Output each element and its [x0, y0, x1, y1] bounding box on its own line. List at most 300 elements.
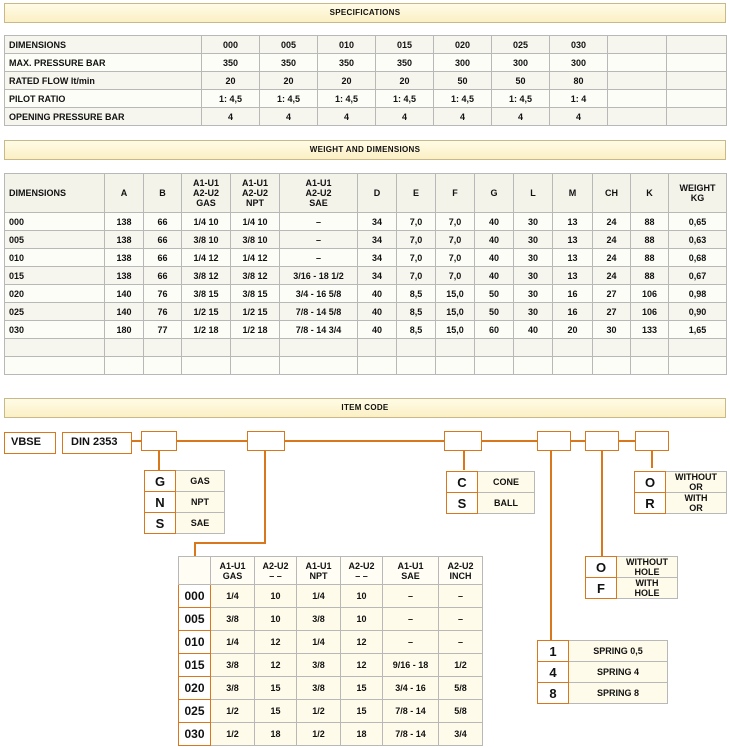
wd-cell: 40: [358, 303, 397, 321]
seal-options-table: [634, 471, 727, 514]
option-code: 1: [538, 641, 569, 662]
size-cell: 10: [255, 585, 297, 608]
wd-cell: 88: [631, 213, 669, 231]
size-cell: 9/16 - 18: [383, 654, 439, 677]
size-cell: 7/8 - 14: [383, 723, 439, 746]
wd-cell: [669, 357, 727, 375]
wd-cell: 13: [553, 249, 593, 267]
wd-cell: 27: [593, 303, 631, 321]
size-header-cell: [179, 557, 211, 585]
option-label: WITHOUT OR: [666, 472, 727, 493]
wd-cell: 7,0: [397, 249, 436, 267]
code-connector-seal: [651, 450, 653, 468]
wd-cell: 010: [5, 249, 105, 267]
spec-cell: 20: [376, 72, 434, 90]
size-cell: 3/8: [211, 677, 255, 700]
wd-cell: 3/16 - 18 1/2: [280, 267, 358, 285]
wd-cell: 7,0: [397, 213, 436, 231]
table-row: [5, 36, 727, 54]
wd-cell: 30: [514, 249, 553, 267]
wd-cell: 1/4 10: [231, 213, 280, 231]
wd-cell: 24: [593, 213, 631, 231]
spec-cell: [608, 72, 667, 90]
wd-cell: 24: [593, 231, 631, 249]
size-cell: 3/4 - 16: [383, 677, 439, 700]
wd-header-cell: E: [397, 174, 436, 213]
wd-cell: [144, 357, 182, 375]
wd-cell: 16: [553, 303, 593, 321]
wd-header-cell: B: [144, 174, 182, 213]
spec-cell: 1: 4,5: [492, 90, 550, 108]
code-connector-spring: [550, 450, 552, 640]
code-prefix-din: DIN 2353: [62, 432, 132, 454]
size-cell: 1/4: [297, 585, 341, 608]
wd-header-cell: A: [105, 174, 144, 213]
table-header-row: [179, 557, 483, 585]
wd-cell: 24: [593, 249, 631, 267]
code-slot-thread: [141, 431, 177, 451]
wd-cell: 40: [475, 249, 514, 267]
wd-cell: 133: [631, 321, 669, 339]
size-cell: 1/4: [211, 585, 255, 608]
spec-cell: 000: [202, 36, 260, 54]
wd-header-cell: WEIGHT KG: [669, 174, 727, 213]
wd-cell: 106: [631, 303, 669, 321]
option-label: SPRING 0,5: [569, 641, 668, 662]
size-cell: 3/8: [297, 608, 341, 631]
option-label: SAE: [176, 513, 225, 534]
list-item: [538, 641, 668, 662]
wd-cell: 34: [358, 249, 397, 267]
wd-cell: 3/8 10: [182, 231, 231, 249]
wd-cell: 8,5: [397, 321, 436, 339]
size-code: 000: [179, 585, 211, 608]
wd-cell: 138: [105, 249, 144, 267]
option-code: S: [145, 513, 176, 534]
wd-cell: 66: [144, 231, 182, 249]
wd-cell: 015: [5, 267, 105, 285]
spec-cell: 4: [202, 108, 260, 126]
wd-cell: [475, 357, 514, 375]
wd-cell: 40: [358, 321, 397, 339]
spec-cell: 005: [260, 36, 318, 54]
wd-cell: 30: [514, 231, 553, 249]
spec-cell: 025: [492, 36, 550, 54]
specifications-title: SPECIFICATIONS: [4, 3, 726, 23]
wd-cell: [182, 357, 231, 375]
spec-cell: [667, 72, 727, 90]
wd-cell: 50: [475, 285, 514, 303]
size-header-cell: A1-U1 NPT: [297, 557, 341, 585]
wd-cell: 3/8 10: [231, 231, 280, 249]
size-cell: –: [383, 585, 439, 608]
specifications-table: [4, 35, 727, 126]
wd-cell: [105, 339, 144, 357]
wd-cell: 88: [631, 267, 669, 285]
spec-cell: 020: [434, 36, 492, 54]
wd-cell: 0,98: [669, 285, 727, 303]
spec-row-label: RATED FLOW lt/min: [5, 72, 202, 90]
wd-cell: 0,65: [669, 213, 727, 231]
wd-cell: 7,0: [436, 231, 475, 249]
size-header-cell: A2-U2 INCH: [439, 557, 483, 585]
size-cell: –: [439, 585, 483, 608]
table-row: [5, 303, 727, 321]
list-item: [145, 513, 225, 534]
wd-cell: 8,5: [397, 285, 436, 303]
table-row: [5, 267, 727, 285]
wd-cell: 13: [553, 231, 593, 249]
spec-row-label: OPENING PRESSURE BAR: [5, 108, 202, 126]
valve-options-table: [446, 471, 535, 514]
code-connector-valve: [463, 450, 465, 470]
wd-cell: [631, 339, 669, 357]
wd-cell: 0,90: [669, 303, 727, 321]
spec-row-label: MAX. PRESSURE BAR: [5, 54, 202, 72]
spec-cell: 4: [318, 108, 376, 126]
size-cell: 3/8: [297, 654, 341, 677]
wd-cell: 020: [5, 285, 105, 303]
wd-cell: 20: [553, 321, 593, 339]
wd-cell: [231, 357, 280, 375]
wd-cell: 0,63: [669, 231, 727, 249]
wd-cell: 40: [514, 321, 553, 339]
option-label: CONE: [478, 472, 535, 493]
wd-cell: 13: [553, 267, 593, 285]
wd-cell: 030: [5, 321, 105, 339]
wd-cell: [436, 339, 475, 357]
wd-cell: [5, 339, 105, 357]
spec-cell: [667, 36, 727, 54]
wd-cell: 30: [514, 285, 553, 303]
size-cell: 5/8: [439, 677, 483, 700]
spec-cell: 030: [550, 36, 608, 54]
table-header-row: [5, 174, 727, 213]
wd-cell: [358, 339, 397, 357]
table-row: [5, 339, 727, 357]
spec-row-label: PILOT RATIO: [5, 90, 202, 108]
wd-cell: [397, 339, 436, 357]
table-row: [5, 357, 727, 375]
option-label: GAS: [176, 471, 225, 492]
list-item: [145, 492, 225, 513]
spec-cell: 350: [260, 54, 318, 72]
wd-cell: 7/8 - 14 3/4: [280, 321, 358, 339]
wd-cell: 30: [514, 213, 553, 231]
size-cell: –: [383, 631, 439, 654]
size-cell: 1/4: [297, 631, 341, 654]
wd-cell: [231, 339, 280, 357]
size-cell: 1/2: [211, 700, 255, 723]
wd-cell: [436, 357, 475, 375]
table-row: [5, 231, 727, 249]
wd-cell: 30: [514, 267, 553, 285]
wd-cell: 1/4 10: [182, 213, 231, 231]
option-code: 4: [538, 662, 569, 683]
wd-cell: 60: [475, 321, 514, 339]
wd-cell: [397, 357, 436, 375]
size-cell: 15: [341, 700, 383, 723]
wd-cell: 76: [144, 285, 182, 303]
spec-cell: 50: [434, 72, 492, 90]
spec-cell: [667, 90, 727, 108]
size-cell: 12: [341, 654, 383, 677]
wd-cell: [280, 339, 358, 357]
wd-cell: [280, 357, 358, 375]
wd-cell: [105, 357, 144, 375]
wd-cell: 30: [514, 303, 553, 321]
wd-cell: 1/4 12: [231, 249, 280, 267]
option-code: F: [586, 578, 617, 599]
size-cell: 15: [341, 677, 383, 700]
size-cell: 12: [341, 631, 383, 654]
spec-cell: 50: [492, 72, 550, 90]
wd-cell: 7,0: [397, 231, 436, 249]
spec-cell: 4: [434, 108, 492, 126]
wd-cell: 1/4 12: [182, 249, 231, 267]
spec-cell: [667, 108, 727, 126]
table-row: [5, 90, 727, 108]
spec-cell: 1: 4,5: [260, 90, 318, 108]
wd-cell: 16: [553, 285, 593, 303]
wd-cell: 3/4 - 16 5/8: [280, 285, 358, 303]
wd-cell: 15,0: [436, 321, 475, 339]
option-label: SPRING 8: [569, 683, 668, 704]
wd-cell: 13: [553, 213, 593, 231]
wd-cell: 106: [631, 285, 669, 303]
size-cell: 1/2: [297, 723, 341, 746]
option-label: WITH HOLE: [617, 578, 678, 599]
size-cell: 15: [255, 677, 297, 700]
wd-header-cell: D: [358, 174, 397, 213]
option-code: S: [447, 493, 478, 514]
table-row: [5, 54, 727, 72]
spec-cell: 4: [260, 108, 318, 126]
wd-cell: 005: [5, 231, 105, 249]
size-cell: –: [439, 608, 483, 631]
size-header-cell: A2-U2 – –: [255, 557, 297, 585]
wd-cell: 7/8 - 14 5/8: [280, 303, 358, 321]
list-item: [447, 472, 535, 493]
wd-header-cell: L: [514, 174, 553, 213]
spec-cell: 20: [318, 72, 376, 90]
size-cell: 15: [255, 700, 297, 723]
option-code: R: [635, 493, 666, 514]
spec-cell: 300: [550, 54, 608, 72]
size-code: 030: [179, 723, 211, 746]
wd-cell: 3/8 15: [182, 285, 231, 303]
spec-row-label: DIMENSIONS: [5, 36, 202, 54]
spec-cell: 4: [550, 108, 608, 126]
list-item: [635, 493, 727, 514]
spec-cell: [608, 36, 667, 54]
wd-cell: 3/8 12: [231, 267, 280, 285]
option-label: WITHOUT HOLE: [617, 557, 678, 578]
spring-options-table: [537, 640, 668, 704]
spec-cell: 1: 4,5: [202, 90, 260, 108]
option-label: NPT: [176, 492, 225, 513]
item-code-title: ITEM CODE: [4, 398, 726, 418]
wd-cell: [144, 339, 182, 357]
wd-cell: 025: [5, 303, 105, 321]
option-label: WITH OR: [666, 493, 727, 514]
wd-cell: 180: [105, 321, 144, 339]
wd-cell: 34: [358, 213, 397, 231]
weight-dimensions-table: [4, 173, 727, 375]
code-slot-hole: [585, 431, 619, 451]
wd-cell: [358, 357, 397, 375]
wd-cell: [553, 339, 593, 357]
table-row: [5, 249, 727, 267]
wd-cell: 1/2 15: [182, 303, 231, 321]
wd-cell: 1/2 18: [182, 321, 231, 339]
wd-header-cell: A1-U1 A2-U2 NPT: [231, 174, 280, 213]
table-row: [179, 631, 483, 654]
spec-cell: [608, 108, 667, 126]
size-header-cell: A1-U1 SAE: [383, 557, 439, 585]
spec-cell: 20: [202, 72, 260, 90]
list-item: [538, 683, 668, 704]
option-label: BALL: [478, 493, 535, 514]
spec-cell: 20: [260, 72, 318, 90]
wd-cell: 15,0: [436, 285, 475, 303]
wd-cell: –: [280, 231, 358, 249]
wd-cell: [553, 357, 593, 375]
size-cell: 10: [341, 585, 383, 608]
hole-options-table: [585, 556, 678, 599]
code-slot-seal: [635, 431, 669, 451]
size-cell: 12: [255, 631, 297, 654]
option-code: 8: [538, 683, 569, 704]
wd-cell: 40: [358, 285, 397, 303]
wd-cell: 7,0: [436, 213, 475, 231]
wd-cell: 140: [105, 285, 144, 303]
wd-cell: 8,5: [397, 303, 436, 321]
wd-cell: 138: [105, 231, 144, 249]
size-cell: 10: [255, 608, 297, 631]
spec-cell: 1: 4,5: [318, 90, 376, 108]
size-code: 020: [179, 677, 211, 700]
wd-header-cell: CH: [593, 174, 631, 213]
wd-cell: 27: [593, 285, 631, 303]
size-header-cell: A2-U2 – –: [341, 557, 383, 585]
size-cell: 3/8: [297, 677, 341, 700]
wd-cell: 1/2 18: [231, 321, 280, 339]
wd-cell: 138: [105, 213, 144, 231]
size-code: 015: [179, 654, 211, 677]
table-row: [5, 72, 727, 90]
wd-cell: [631, 357, 669, 375]
wd-cell: [514, 339, 553, 357]
table-row: [179, 677, 483, 700]
size-cell: 10: [341, 608, 383, 631]
size-cell: 1/2: [211, 723, 255, 746]
wd-cell: 40: [475, 231, 514, 249]
spec-cell: 350: [202, 54, 260, 72]
wd-header-cell: A1-U1 A2-U2 GAS: [182, 174, 231, 213]
wd-cell: 66: [144, 213, 182, 231]
spec-cell: 1: 4,5: [376, 90, 434, 108]
wd-cell: 40: [475, 267, 514, 285]
wd-cell: 34: [358, 231, 397, 249]
list-item: [635, 472, 727, 493]
wd-cell: 24: [593, 267, 631, 285]
table-row: [179, 723, 483, 746]
option-code: C: [447, 472, 478, 493]
wd-cell: 15,0: [436, 303, 475, 321]
wd-cell: 000: [5, 213, 105, 231]
table-row: [179, 608, 483, 631]
spec-cell: 010: [318, 36, 376, 54]
spec-cell: 4: [492, 108, 550, 126]
wd-header-cell: M: [553, 174, 593, 213]
size-cell: 1/2: [439, 654, 483, 677]
wd-header-cell: G: [475, 174, 514, 213]
wd-cell: 3/8 12: [182, 267, 231, 285]
spec-cell: 80: [550, 72, 608, 90]
wd-cell: [593, 339, 631, 357]
size-cell: 12: [255, 654, 297, 677]
size-cell: –: [383, 608, 439, 631]
size-cell: 1/2: [297, 700, 341, 723]
size-header-cell: A1-U1 GAS: [211, 557, 255, 585]
spec-cell: 4: [376, 108, 434, 126]
code-connector-size-v1: [264, 450, 266, 544]
size-cell: 3/4: [439, 723, 483, 746]
wd-cell: 3/8 15: [231, 285, 280, 303]
code-prefix-vbse: VBSE: [4, 432, 56, 454]
table-row: [5, 213, 727, 231]
option-code: N: [145, 492, 176, 513]
spec-cell: [608, 54, 667, 72]
wd-cell: 138: [105, 267, 144, 285]
wd-cell: –: [280, 213, 358, 231]
wd-header-cell: K: [631, 174, 669, 213]
size-code: 005: [179, 608, 211, 631]
size-cell: 3/8: [211, 654, 255, 677]
wd-cell: 77: [144, 321, 182, 339]
wd-cell: [182, 339, 231, 357]
code-connector-size-h: [194, 542, 266, 544]
list-item: [586, 557, 678, 578]
wd-cell: 88: [631, 231, 669, 249]
wd-cell: 30: [593, 321, 631, 339]
option-label: SPRING 4: [569, 662, 668, 683]
table-row: [5, 285, 727, 303]
code-connector-thread: [158, 450, 160, 470]
size-options-table: [178, 556, 483, 746]
size-cell: 1/4: [211, 631, 255, 654]
code-slot-valve: [444, 431, 482, 451]
wd-cell: 7,0: [397, 267, 436, 285]
list-item: [586, 578, 678, 599]
wd-header-cell: DIMENSIONS: [5, 174, 105, 213]
wd-cell: [475, 339, 514, 357]
table-row: [5, 321, 727, 339]
table-row: [179, 654, 483, 677]
spec-cell: 015: [376, 36, 434, 54]
spec-cell: [608, 90, 667, 108]
wd-cell: 50: [475, 303, 514, 321]
size-code: 025: [179, 700, 211, 723]
wd-header-cell: A1-U1 A2-U2 SAE: [280, 174, 358, 213]
wd-cell: [593, 357, 631, 375]
table-row: [179, 700, 483, 723]
spec-cell: 300: [492, 54, 550, 72]
wd-cell: 1,65: [669, 321, 727, 339]
option-code: O: [586, 557, 617, 578]
wd-cell: 7,0: [436, 267, 475, 285]
